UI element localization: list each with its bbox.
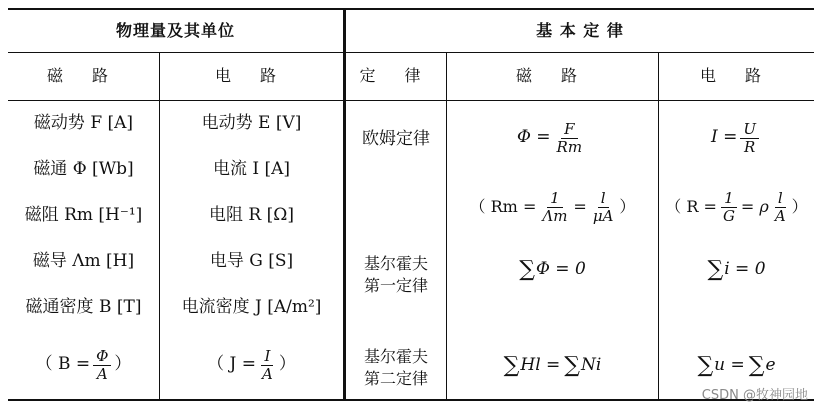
quantity-magnetic-flux: 磁通 Φ [Wb] — [33, 159, 134, 180]
fraction: $\frac{I}{A}$ — [262, 347, 273, 383]
fraction: $\frac{F}{Rm}$ — [556, 120, 583, 156]
quantity-current-density: 电流密度 J [A/m²] — [181, 297, 322, 318]
kirchhoff-first-electric-formula: ∑ i = 0 — [707, 257, 766, 283]
law-name-kirchhoff-second: 基尔霍夫 第二定律 — [363, 347, 428, 388]
subheader-electric: 电 路 — [214, 66, 289, 86]
subheader-magnetic: 磁 路 — [46, 66, 121, 86]
quantity-electromotive-force: 电动势 E [V] — [201, 113, 302, 134]
ohm-electric-formula: I = $\frac{U}{R}$ — [659, 108, 814, 168]
fraction: $\frac{\Phi}{A}$ — [93, 348, 111, 382]
law-name-kirchhoff-first: 基尔霍夫 第一定律 — [363, 254, 428, 295]
current-density-formula: （ J = $\frac{I}{A}$ ） — [207, 347, 296, 383]
header-laws: 基 本 定 律 — [536, 20, 624, 40]
comparison-table — [8, 8, 814, 401]
quantity-magnetomotive-force: 磁动势 F [A] — [33, 113, 134, 134]
quantity-reluctance: 磁阻 Rm [H⁻¹] — [24, 205, 143, 226]
kirchhoff-second-electric-formula: ∑ u = ∑ e — [697, 353, 776, 379]
law-name-ohm: 欧姆定律 — [362, 129, 430, 150]
fraction: $\frac{1}{G}$ — [722, 189, 735, 225]
subheader-law-electric: 电 路 — [699, 66, 774, 86]
reluctance-formula: （ Rm = $\frac{1}{\Lambda m}$ = $\frac{l}{\mu A}$ ） — [469, 189, 636, 225]
subheader-law: 定 律 — [359, 66, 433, 86]
fraction: $\frac{l}{A}$ — [774, 189, 786, 225]
ohm-magnetic-formula: Φ = $\frac{F}{Rm}$ — [447, 108, 658, 168]
resistance-formula: （ R = $\frac{1}{G}$ = ρ $\frac{l}{A}$ ） — [665, 189, 808, 225]
subheader-law-magnetic: 磁 路 — [515, 66, 590, 86]
fraction: $\frac{1}{\Lambda m}$ — [542, 189, 568, 225]
kirchhoff-first-magnetic-formula: ∑ Φ = 0 — [519, 257, 586, 283]
quantity-resistance: 电阻 R [Ω] — [209, 205, 294, 226]
fraction: $\frac{U}{R}$ — [740, 121, 759, 155]
quantity-permeance: 磁导 Λm [H] — [32, 251, 135, 272]
quantity-flux-density: 磁通密度 B [T] — [25, 297, 142, 318]
quantity-conductance: 电导 G [S] — [209, 251, 294, 272]
quantity-current: 电流 I [A] — [212, 159, 291, 180]
header-quantities: 物理量及其单位 — [115, 20, 235, 40]
watermark: CSDN @牧神园地 — [701, 388, 808, 403]
flux-density-formula: （ B = $\frac{\Phi}{A}$ ） — [35, 347, 132, 383]
bottom-border — [8, 399, 814, 401]
fraction: $\frac{l}{\mu A}$ — [592, 189, 614, 225]
kirchhoff-second-magnetic-formula: ∑ Hl = ∑ Ni — [503, 353, 602, 379]
